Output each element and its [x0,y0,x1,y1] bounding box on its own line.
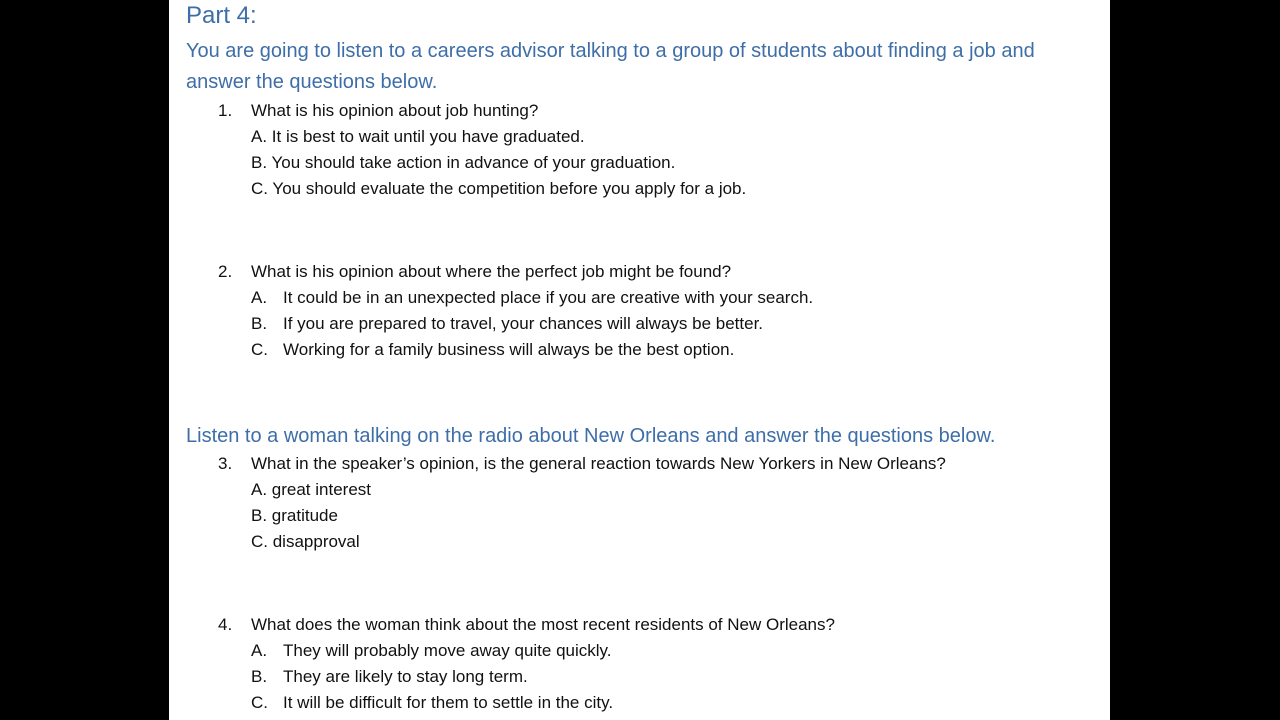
part-title: Part 4: [186,2,257,29]
option-c-label: C. [251,340,268,359]
question-text: What in the speaker’s opinion, is the general reaction towards New Yorkers in New Orleans? [251,454,946,473]
option-c-label: C. [251,693,268,712]
section-1-instruction: You are going to listen to a careers advisor talking to a group of students about finding a job and answer the questions below. [186,40,1035,93]
question-text: What is his opinion about job hunting? [251,101,539,120]
option-a-label: A. [251,288,268,307]
option-b: B. gratitude [251,506,338,525]
option-c-text: It will be difficult for them to settle in the city. [283,693,614,712]
question-number: 3. [218,454,233,473]
question-text: What does the woman think about the most recent residents of New Orleans? [251,615,835,634]
question-number: 2. [218,262,233,281]
option-b-label: B. [251,314,268,333]
question-number: 4. [218,615,233,634]
option-b-text: They are likely to stay long term. [283,667,528,686]
option-c-text: Working for a family business will always be the best option. [283,340,735,359]
option-a: A. great interest [251,480,372,499]
option-c: C. disapproval [251,532,360,551]
question-text: What is his opinion about where the perfect job might be found? [251,262,732,281]
question-number: 1. [218,101,233,120]
option-b: B. You should take action in advance of your graduation. [251,153,676,172]
option-b-label: B. [251,667,268,686]
option-b-text: If you are prepared to travel, your chances will always be better. [283,314,764,333]
option-a-text: They will probably move away quite quickly. [283,641,612,660]
section-2-instruction: Listen to a woman talking on the radio about New Orleans and answer the questions below. [186,425,996,447]
option-a-text: It could be in an unexpected place if you are creative with your search. [283,288,814,307]
document-page [169,0,1110,720]
option-c: C. You should evaluate the competition before you apply for a job. [251,179,747,198]
option-a: A. It is best to wait until you have graduated. [251,127,585,146]
option-a-label: A. [251,641,268,660]
